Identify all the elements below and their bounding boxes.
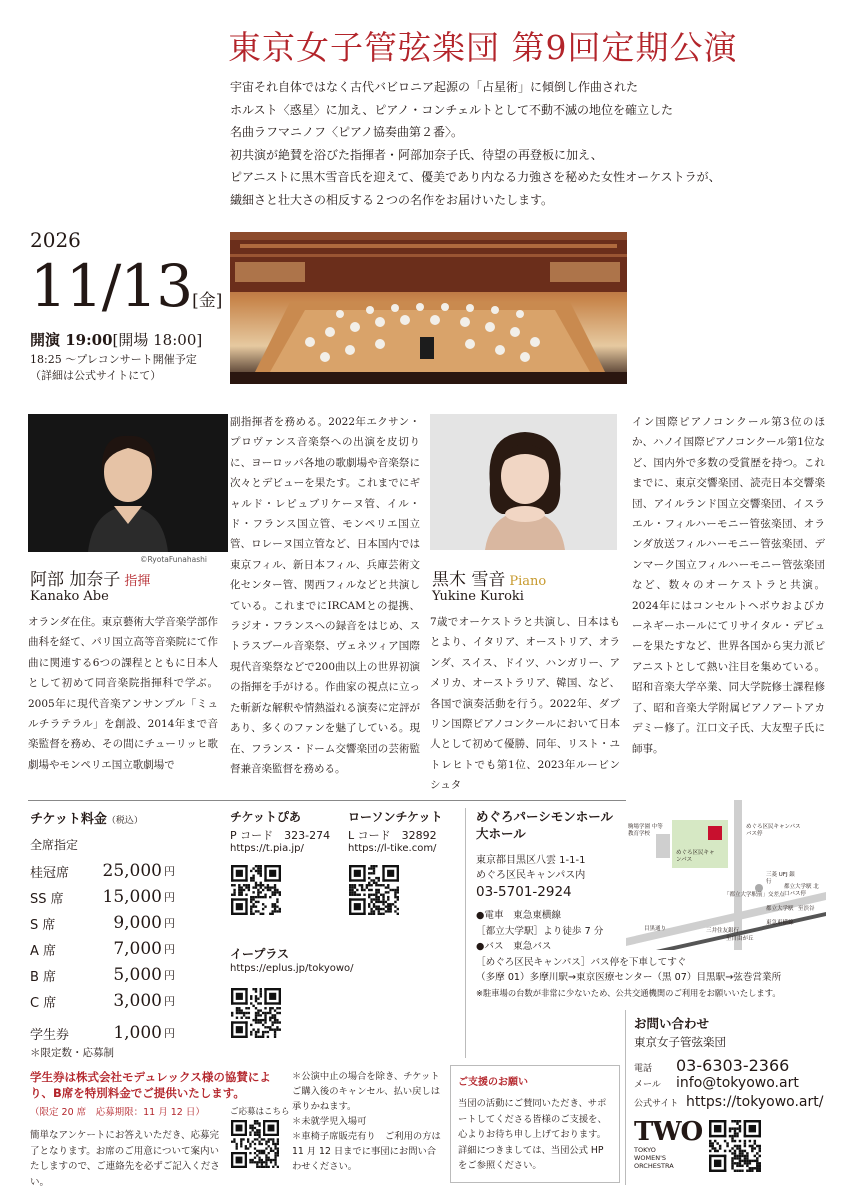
pianist-name-en: Yukine Kuroki — [432, 589, 524, 604]
apply-qr-code[interactable] — [231, 1120, 279, 1168]
photo-credit: ©RyotaFunahashi — [140, 555, 207, 564]
contact-site-label: 公式サイト — [634, 1099, 679, 1109]
map-label-intersection: 「都立大学駅前」交差点 — [724, 892, 785, 898]
map-label-bank2: 三井住友銀行 — [706, 928, 740, 934]
venue-name-line1: めぐろパーシモンホール — [476, 809, 614, 824]
seat-name: 学生券 — [30, 1027, 70, 1043]
start-time — [30, 329, 202, 350]
student-note: ＊限定数・応募制 — [30, 1047, 114, 1059]
pia-code-label: P コード — [230, 829, 274, 842]
map-label-dir1: 至自由が丘 — [726, 936, 754, 942]
lawson-code — [348, 827, 437, 843]
support-heading: ご支援のお願い — [458, 1077, 528, 1088]
pia-code-value: 323-274 — [284, 829, 331, 842]
contact-heading: お問い合わせ — [634, 1016, 710, 1031]
contact-mail-row — [634, 1075, 799, 1091]
map-label-road: 目黒通り — [644, 926, 667, 932]
ticket-heading-label: チケット料金 — [30, 812, 107, 827]
intro-line: ピアニストに黒木雪音氏を迎えて、優美であり内なる力強さを秘めた女性オーケストラが、 — [230, 170, 721, 184]
intro-line: 宇宙それ自体ではなく古代バビロニア起源の「占星術」に傾倒し作曲された — [230, 80, 639, 94]
seat-name: C 席 — [30, 995, 57, 1011]
intro-text — [230, 76, 830, 211]
conductor-name-en: Kanako Abe — [30, 589, 109, 604]
lawson-code-value: 32892 — [401, 829, 437, 842]
venue-name-line2: 大ホール — [476, 826, 526, 841]
venue-address-line1: 東京都目黒区八雲 1-1-1 — [476, 855, 586, 866]
map-label-bus-stop: めぐろ区民キャンパス バス停 — [746, 824, 801, 837]
intro-line: 繊細さと壮大さの相反する２つの名作をお届けいたします。 — [230, 192, 554, 207]
lawson-qr-code[interactable] — [349, 865, 399, 915]
price-row — [30, 1020, 175, 1046]
eplus-name: イープラス — [230, 947, 290, 961]
contact-mail[interactable]: info@tokyowo.art — [676, 1075, 799, 1091]
logo-line1: TOKYO — [634, 1146, 656, 1154]
seat-price: 15,000 — [102, 887, 162, 907]
contact-tel-row — [634, 1056, 789, 1075]
seat-unit: 円 — [164, 969, 175, 982]
access-parking: ※駐車場の台数が非常に少ないため、公共交通機関のご利用をお願いいたします。 — [476, 987, 781, 998]
price-row — [30, 962, 175, 988]
access-bus-stop: ［めぐろ区民キャンパス］バス停を下車してすぐ — [476, 956, 687, 968]
pia-qr-code[interactable] — [231, 865, 281, 915]
access-train-detail: ［都立大学駅］より徒歩 7 分 — [476, 925, 604, 937]
eplus-qr-code[interactable] — [231, 988, 281, 1038]
map-label-dir2: 至渋谷 — [798, 906, 815, 912]
conductor-name — [30, 565, 150, 590]
venue-tel: 03-5701-2924 — [476, 884, 572, 900]
lawson-name: ローソンチケット — [348, 810, 443, 824]
logo-mark: TWO — [634, 1117, 703, 1147]
map-label-station: 都立大学駅 — [766, 906, 794, 912]
orchestra-photo — [230, 232, 627, 384]
seat-name: 桂冠席 — [30, 865, 70, 881]
student-price — [30, 1020, 175, 1046]
conductor-name-jp: 阿部 加奈子 — [30, 570, 121, 590]
seat-name: SS 席 — [30, 891, 64, 907]
intro-line: 初共演が絶賛を浴びた指揮者・阿部加奈子氏、待望の再登板に加え、 — [230, 147, 603, 162]
pianist-portrait — [430, 414, 617, 550]
venue-address-line2: めぐろ区民キャンパス内 — [476, 870, 586, 881]
seat-name: A 席 — [30, 943, 57, 959]
event-weekday: [金] — [192, 291, 223, 311]
event-date — [30, 254, 222, 333]
venue-map — [626, 800, 826, 950]
seat-name: B 席 — [30, 969, 57, 985]
preconcert-info — [30, 352, 197, 384]
contact-tel: 03-6303-2366 — [676, 1056, 790, 1075]
conductor-photo — [28, 414, 228, 552]
price-row — [30, 910, 175, 936]
seat-unit: 円 — [164, 1027, 175, 1040]
access-bus-route: （多摩 01）多摩川駅→東京医療センター（黒 07）目黒駅→弦巻営業所 — [476, 972, 782, 983]
pianist-name-jp: 黒木 雪音 — [432, 570, 506, 590]
notice-children: ＊未就学児入場可 — [292, 1116, 367, 1127]
venue-address — [476, 853, 585, 883]
contact-tel-label: 電話 — [634, 1064, 653, 1074]
conductor-bio-part1: オランダ在住。東京藝術大学音楽学部作曲科を経て、パリ国立高等音楽院にて作曲に関連する6つの課程とともに日本人として初めて同音楽院指揮科で学ぶ。2005年に現代音楽アンサンブル「ミュルチラテラル」を創設、2014年まで音楽監督を務め、その間にチューリッヒ歌劇場やモンペリエ国立歌劇場で — [28, 616, 218, 771]
lawson-code-label: L コード — [348, 829, 391, 842]
seat-price: 25,000 — [102, 861, 162, 881]
contact-org: 東京女子管弦楽団 — [634, 1035, 726, 1049]
contact-mail-label: メール — [634, 1080, 661, 1090]
intro-line: ホルスト〈惑星〉に加え、ピアノ・コンチェルトとして不動不滅の地位を確立した — [230, 102, 674, 117]
event-year: 2026 — [30, 228, 81, 252]
doors-label: [開場 18:00] — [112, 331, 203, 349]
price-row — [30, 858, 175, 884]
map-label-school: 駒場学園 中等教育学校 — [628, 824, 663, 837]
ticket-tax: （税込） — [106, 816, 143, 826]
contact-site-row — [634, 1094, 823, 1110]
orchestra-illustration — [230, 232, 627, 384]
map-label-campus: めぐろ区民キャンパス — [676, 850, 715, 863]
seat-price: 9,000 — [113, 913, 162, 933]
logo-line3: ORCHESTRA — [634, 1162, 674, 1170]
pianist-bio-part2: イン国際ピアノコンクール第3位のほか、ハノイ国際ピアノコンクール第1位など、国内外で多数の受賞歴を持つ。これまでに、東京交響楽団、読売日本交響楽団、アイルランド国立交響楽団、イスラエル・フィルハーモニー管弦楽団、オランダ放送フィルハーモニー管弦楽団、デンマーク国立フィルハーモニー管弦楽団など、数々のオーケストラと共演。2024年にはコンセルトヘボウおよびカーネギーホールにてリサイタル・デビューを果たすなど、世界各国から実力派ピアニストとして熱い注目を集めている。昭和音楽大学卒業、同大学院修士課程修了、昭和音楽大学附属ピアノアートアカデミー修了。江口文子氏、大友聖子氏に師事。 — [632, 416, 825, 755]
price-list — [30, 858, 175, 1014]
seat-unit: 円 — [164, 943, 175, 956]
seat-name: S 席 — [30, 917, 56, 933]
venue-divider — [465, 808, 466, 1058]
map-label-exit: 都立大学駅 北口バス停 — [784, 884, 819, 897]
lawson-link[interactable]: https://l-tike.com/ — [348, 843, 437, 854]
seat-price: 5,000 — [113, 965, 162, 985]
venue-name — [476, 808, 613, 842]
seat-unit: 円 — [164, 995, 175, 1008]
ticket-heading — [30, 808, 143, 827]
page-title: 東京女子管弦楽団 第9回定期公演 — [228, 28, 738, 67]
pianist-bio-part1: 7歳でオーケストラと共演し、日本はもとより、イタリア、オーストリア、オランダ、スイス、ドイツ、ハンガリー、アメリカ、オーストラリア、韓国、など、各国で演奏活動を行う。2022年、ダブリン国際ピアノコンクールにおいて日本人として初めて優勝、同年、リスト・ユトレヒトでも第1位、2023年ルービンシュタ — [430, 616, 620, 792]
preconcert-time: 18:25 〜プレコンサート開催予定 — [30, 353, 197, 366]
seat-unit: 円 — [164, 865, 175, 878]
intro-line: 名曲ラフマニノフ〈ピアノ協奏曲第２番〉。 — [230, 125, 464, 139]
apply-label: ご応募はこちら — [230, 1107, 290, 1117]
access-bus: ●バス 東急バス — [476, 941, 552, 952]
orchestra-logo — [634, 1117, 703, 1184]
support-text: 当団の活動にご賛同いただき、サポートしてくださる皆様のご支援を、心よりお待ち申し上げております。詳細につきましては、当団公式 HP をご参照ください。 — [458, 1098, 607, 1171]
seat-unit: 円 — [164, 891, 175, 904]
notice-wheelchair: ＊車椅子席販売有り ご利用の方は 11 月 12 日までに事団にお問い合わせください。 — [292, 1131, 441, 1172]
pianist-role: Piano — [509, 574, 547, 589]
eplus-link[interactable]: https://eplus.jp/tokyowo/ — [230, 963, 354, 974]
reserved-label: 全席指定 — [30, 838, 79, 852]
official-site-qr-code[interactable] — [709, 1120, 761, 1172]
map-label-line: 東急東横線 — [766, 920, 794, 926]
survey-note: 簡単なアンケートにお答えいただき、応募完了となります。お席のご用意について案内いたしますので、ご連絡先を必ずご記入ください。 — [30, 1130, 220, 1188]
pianist-photo — [430, 414, 617, 550]
sponsor-note: 学生券は株式会社モデュレックス様の協賛により、B席を特別料金でご提供いたします。 — [30, 1070, 271, 1100]
start-label: 開演 19:00 — [30, 331, 113, 349]
seat-price: 3,000 — [113, 991, 162, 1011]
contact-site[interactable]: https://tokyowo.art/ — [686, 1094, 824, 1110]
price-row — [30, 988, 175, 1014]
pia-name: チケットぴあ — [230, 810, 301, 824]
preconcert-note: （詳細は公式サイトにて） — [30, 369, 162, 382]
event-date-value: 11/13 — [30, 252, 193, 320]
seat-price: 1,000 — [113, 1023, 162, 1043]
sponsor-limit: （限定 20 席 応募期限：11 月 12 日） — [30, 1107, 205, 1118]
access-train: ●電車 東急東横線 — [476, 910, 562, 921]
seat-unit: 円 — [164, 917, 175, 930]
conductor-bio-part2: 副指揮者を務める。2022年エクサン・プロヴァンス音楽祭への出演を皮切りに、ヨーロッパ各地の歌劇場や音楽祭に次々とデビューを果たす。これまでにギャルド・レピュブリケーヌ管、イル・ド・フランス国立管、モンペリエ国立管、ロレーヌ国立管など、日本国内では東京フィル、新日本フィル、兵庫芸術文化センター管、関西フィルなどと共演している。これまでにIRCAMとの提携、ラジオ・フランスへの録音をはじめ、ストラスブール音楽祭、ヴェネツィア国際現代音楽祭などで200曲以上の世界初演の指揮を手がける。作曲家の視点に立った斬新な解釈や情熱溢れる演奏に定評があり、多くのファンを魅了している。現在、フランス・ドーム交響楽団の芸術監督兼音楽監督を務める。 — [230, 416, 420, 775]
price-row — [30, 884, 175, 910]
pia-code — [230, 827, 330, 843]
logo-line2: WOMEN'S — [634, 1154, 667, 1162]
notice-cancel: ＊公演中止の場合を除き、チケットご購入後のキャンセル、払い戻しは承りかねます。 — [292, 1071, 441, 1112]
map-label-bank: 三菱 UFJ 銀行 — [766, 872, 795, 885]
notices — [292, 1069, 442, 1174]
seat-price: 7,000 — [113, 939, 162, 959]
pia-link[interactable]: https://t.pia.jp/ — [230, 843, 304, 854]
price-row — [30, 936, 175, 962]
contact-divider — [625, 1010, 626, 1185]
conductor-role: 指揮 — [124, 574, 151, 589]
pianist-name — [432, 565, 546, 590]
conductor-portrait — [28, 414, 228, 552]
